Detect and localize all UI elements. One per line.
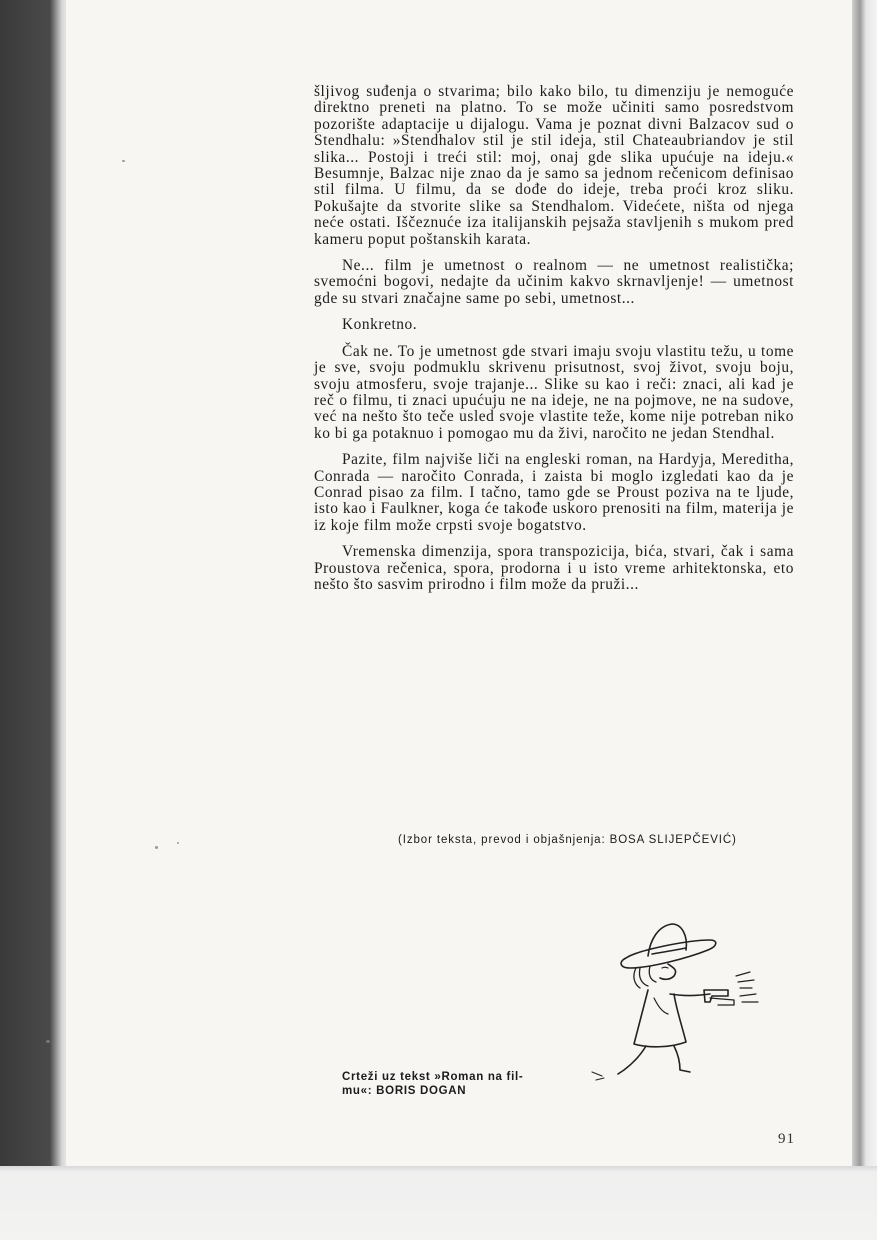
dust-speck xyxy=(155,846,158,849)
body-paragraph: Pazite, film najviše liči na engleski roman, na Hardyja, Mereditha, Conrada — naročito Conrada, i zaista bi moglo izgledati kao da je Conrad pisao za film. I tačno, tamo gde se Proust poziva na te ljude, isto kao i Faulkner, koga će takođe uskoro prenositi na film, materija je iz koje film može crpsti svoje bogatstvo. xyxy=(314,451,794,534)
cartoon-gunslinger-illustration xyxy=(578,910,778,1090)
body-paragraph: Čak ne. To je umetnost gde stvari imaju svoju vlastitu težu, u tome je sve, svoju podmuklu skrivenu prisutnost, svoj život, svoju boju, svoju atmosferu, svoje trajanje... Slike su kao i reči: znaci, ali kad je reč o filmu, ti znaci upućuju ne na ideje, ne na pojmove, ne na sudove, već na nešto što teče usled svoje vlastite teže, kome nije potreban niko ko bi ga potaknuo i pomogao mu da živi, naročito ne jedan Stendhal. xyxy=(314,342,794,442)
caption-line: Crteži uz tekst »Roman na fil- xyxy=(342,1071,524,1083)
scan-right-edge xyxy=(852,0,877,1240)
body-paragraph: Ne... film je umetnost o realnom — ne umetnost realistička; svemoćni bogovi, nedajte da učinim kakvo skrnavljenje! — umetnost gde su stvari značajne same po sebi, umetnost... xyxy=(314,257,794,307)
body-paragraph: šljivog suđenja o stvarima; bilo kako bilo, tu dimenziju je nemoguće direktno preneti na platno. To se može učiniti samo posredstvom pozorište adaptacije u dijalogu. Vama je poznat divni Balzacov sud o Stendhalu: »Stendhalov stil je stil ideja, stil Chateaubriandov je stil slika... Postoji i treći stil: moj, onaj gde slika upućuje na ideju.« Besumnje, Balzac nije znao da je samo sa jednom rečenicom definisao stil filma. U filmu, da se dođe do ideje, treba proći kroz sliku. Pokušajte da stvorite slike sa Stendhalom. Videćete, ništa od njega neće ostati. Iščeznuće iza italijanskih pejsaža stavljenih s mukom pred kameru poput poštanskih karata. xyxy=(314,83,794,248)
body-paragraph: Vremenska dimenzija, spora transpozicija, bića, stvari, čak i sama Proustova rečenica, spora, prodorna i u isto vreme arhitektonska, eto nešto što sasvim prirodno i film može da pruži... xyxy=(314,543,794,593)
dust-speck xyxy=(177,842,179,844)
scan-bottom-edge xyxy=(0,1166,877,1240)
dust-speck xyxy=(122,160,125,162)
caption-line: mu«: BORIS DOGAN xyxy=(342,1085,467,1097)
article-text xyxy=(314,84,794,593)
dust-speck xyxy=(46,1040,50,1043)
translation-credit: (Izbor teksta, prevod i objašnjenja: BOSA SLIJEPČEVIĆ) xyxy=(398,834,737,846)
illustration-caption xyxy=(342,1070,572,1098)
body-paragraph: Konkretno. xyxy=(342,316,418,334)
scan-left-edge xyxy=(0,0,72,1240)
page-number: 91 xyxy=(778,1131,795,1147)
